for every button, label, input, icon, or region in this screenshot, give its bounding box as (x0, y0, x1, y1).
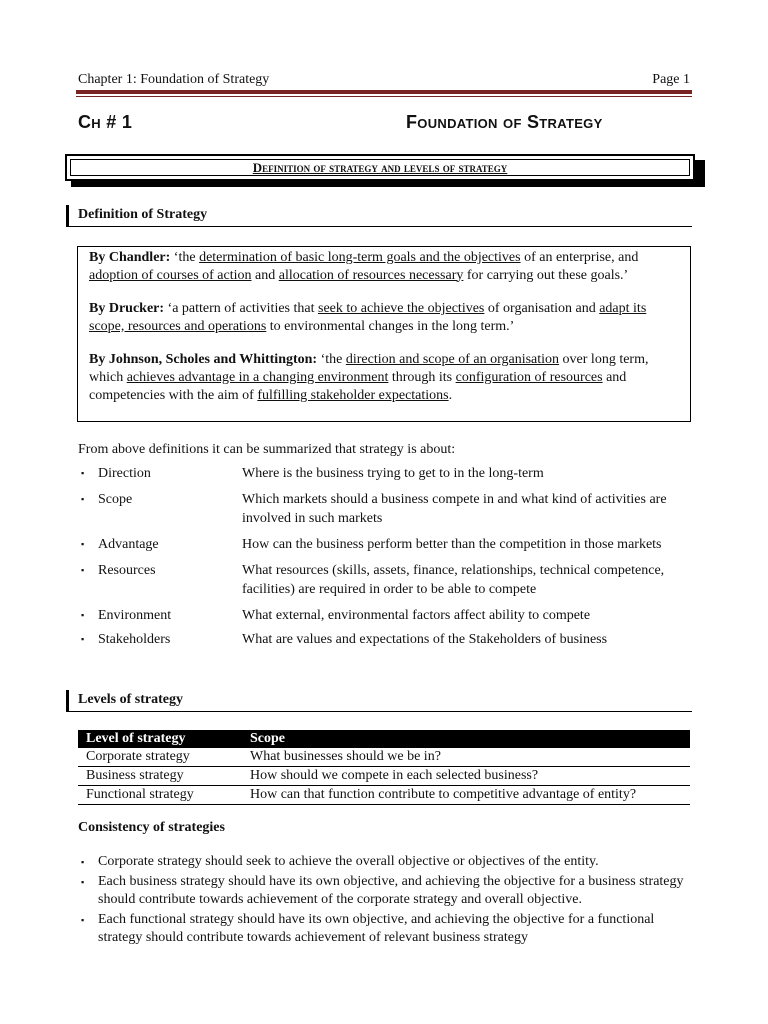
summary-term: Environment (98, 608, 172, 623)
definition-key-phrase: adapt its scope, resources and operations (89, 301, 647, 334)
bullet-icon: ▪ (81, 876, 85, 887)
definition-text: ‘a pattern of activities that (164, 301, 318, 317)
list-item (78, 606, 692, 625)
table-cell: How can that function contribute to competitive advantage of entity? (242, 786, 690, 805)
definition-key-phrase: allocation of resources necessary (278, 267, 464, 283)
definition-chandler (89, 249, 679, 284)
table-header-row (78, 730, 690, 748)
definition-text: over long term, which (89, 352, 649, 385)
definition-text: . (448, 387, 453, 403)
chapter-number: Ch # 1 (78, 112, 133, 132)
definition-text: and (251, 267, 279, 283)
table-row (78, 748, 690, 767)
definition-author: By Drucker: (89, 301, 165, 317)
summary-desc: What resources (skills, assets, finance, relationships, technical competence, facilities) are required in order to be able to compete (242, 563, 665, 597)
bullet-icon: ▪ (81, 634, 85, 644)
definition-key-phrase: achieves advantage in a changing environment (126, 369, 389, 385)
summary-term: Direction (98, 466, 151, 481)
definition-key-phrase: direction and scope of an organisation (345, 352, 560, 368)
definition-text: through its (388, 369, 456, 385)
summary-term: Scope (98, 492, 133, 507)
summary-term: Advantage (98, 537, 159, 552)
list-item (78, 535, 692, 554)
consistency-title: Consistency of strategies (78, 820, 225, 835)
definition-key-phrase: fulfilling stakeholder expectations (257, 387, 449, 403)
summary-desc: Which markets should a business compete in and what kind of activities are involved in such markets (242, 492, 667, 526)
heading-accent-bar (66, 205, 69, 227)
table-cell: What businesses should we be in? (242, 748, 690, 767)
definition-drucker (89, 300, 679, 335)
table-cell: Corporate strategy (78, 748, 242, 767)
definition-text: for carrying out these goals.’ (463, 267, 629, 283)
levels-table (78, 730, 690, 805)
table-cell: Business strategy (78, 767, 242, 786)
list-item (78, 911, 690, 948)
page-number: Page 1 (652, 72, 690, 87)
definition-text: and competencies with the aim of (89, 369, 627, 403)
section-banner (65, 154, 695, 181)
consistency-list (78, 853, 690, 949)
banner-inner-frame (70, 159, 690, 176)
chapter-title: Foundation of Strategy (406, 112, 603, 132)
bullet-icon: ▪ (81, 539, 85, 549)
heading-underline (66, 711, 692, 712)
summary-term: Stakeholders (98, 632, 171, 647)
summary-desc: What are values and expectations of the Stakeholders of business (242, 632, 608, 647)
running-header (78, 68, 690, 88)
banner-title: Definition of strategy and levels of strategy (252, 159, 508, 175)
table-cell: Functional strategy (78, 786, 242, 805)
definition-key-phrase: determination of basic long-term goals and the objectives (199, 250, 521, 265)
bullet-icon: ▪ (81, 610, 85, 620)
definition-text: ‘the (317, 352, 346, 368)
summary-term: Resources (98, 563, 156, 578)
list-item (78, 464, 692, 483)
consistency-text: Each business strategy should have its own objective, and achieving the objective for a business strategy should contribute towards achievement of the corporate strategy and overall objective. (98, 873, 684, 908)
definition-key-phrase: seek to achieve the objectives (318, 301, 485, 317)
definition-author: By Johnson, Scholes and Whittington: (89, 352, 318, 368)
definition-key-phrase: adoption of courses of action (89, 267, 252, 283)
summary-list (78, 464, 692, 649)
definition-heading-text: Definition of Strategy (78, 207, 208, 222)
levels-heading-text: Levels of strategy (78, 692, 183, 707)
header-rule-thick (76, 90, 692, 94)
table-cell: How should we compete in each selected business? (242, 767, 690, 786)
summary-desc: Where is the business trying to get to in the long-term (242, 466, 544, 481)
header-rule-thin (76, 96, 692, 97)
definition-heading (66, 205, 692, 227)
bullet-icon: ▪ (81, 857, 85, 867)
summary-desc: How can the business perform better than the competition in those markets (242, 537, 662, 552)
bullet-icon: ▪ (81, 494, 85, 504)
heading-underline (66, 226, 692, 227)
running-title: Chapter 1: Foundation of Strategy (78, 72, 270, 87)
summary-intro: From above definitions it can be summarized that strategy is about: (78, 442, 456, 457)
definition-text: to environmental changes in the long term.’ (266, 318, 515, 334)
bullet-icon: ▪ (81, 914, 85, 925)
list-item (78, 873, 690, 910)
summary-desc: What external, environmental factors affect ability to compete (242, 608, 591, 623)
definition-johnson-scholes-whittington (89, 351, 679, 404)
definition-author: By Chandler: (89, 250, 171, 265)
bullet-icon: ▪ (81, 468, 85, 478)
definition-text: ‘the (170, 250, 200, 265)
consistency-text: Corporate strategy should seek to achieve the overall objective or objectives of the entity. (98, 854, 599, 869)
definition-text: of an enterprise, and (520, 250, 639, 265)
bullet-icon: ▪ (81, 565, 85, 575)
chapter-title-row (78, 112, 690, 138)
list-item (78, 490, 692, 528)
table-row (78, 786, 690, 805)
list-item (78, 853, 690, 872)
definition-text: of organisation and (484, 301, 600, 317)
definitions-box (77, 246, 691, 422)
consistency-text: Each functional strategy should have its own objective, and achieving the objective for a functional strategy should contribute towards achievement of relevant business strategy (98, 911, 655, 946)
column-header-level: Level of strategy (78, 730, 242, 748)
heading-accent-bar (66, 690, 69, 712)
column-header-scope: Scope (242, 730, 690, 748)
table-row (78, 767, 690, 786)
list-item (78, 630, 692, 649)
levels-heading (66, 690, 692, 712)
definition-key-phrase: configuration of resources (455, 369, 603, 385)
list-item (78, 561, 692, 599)
